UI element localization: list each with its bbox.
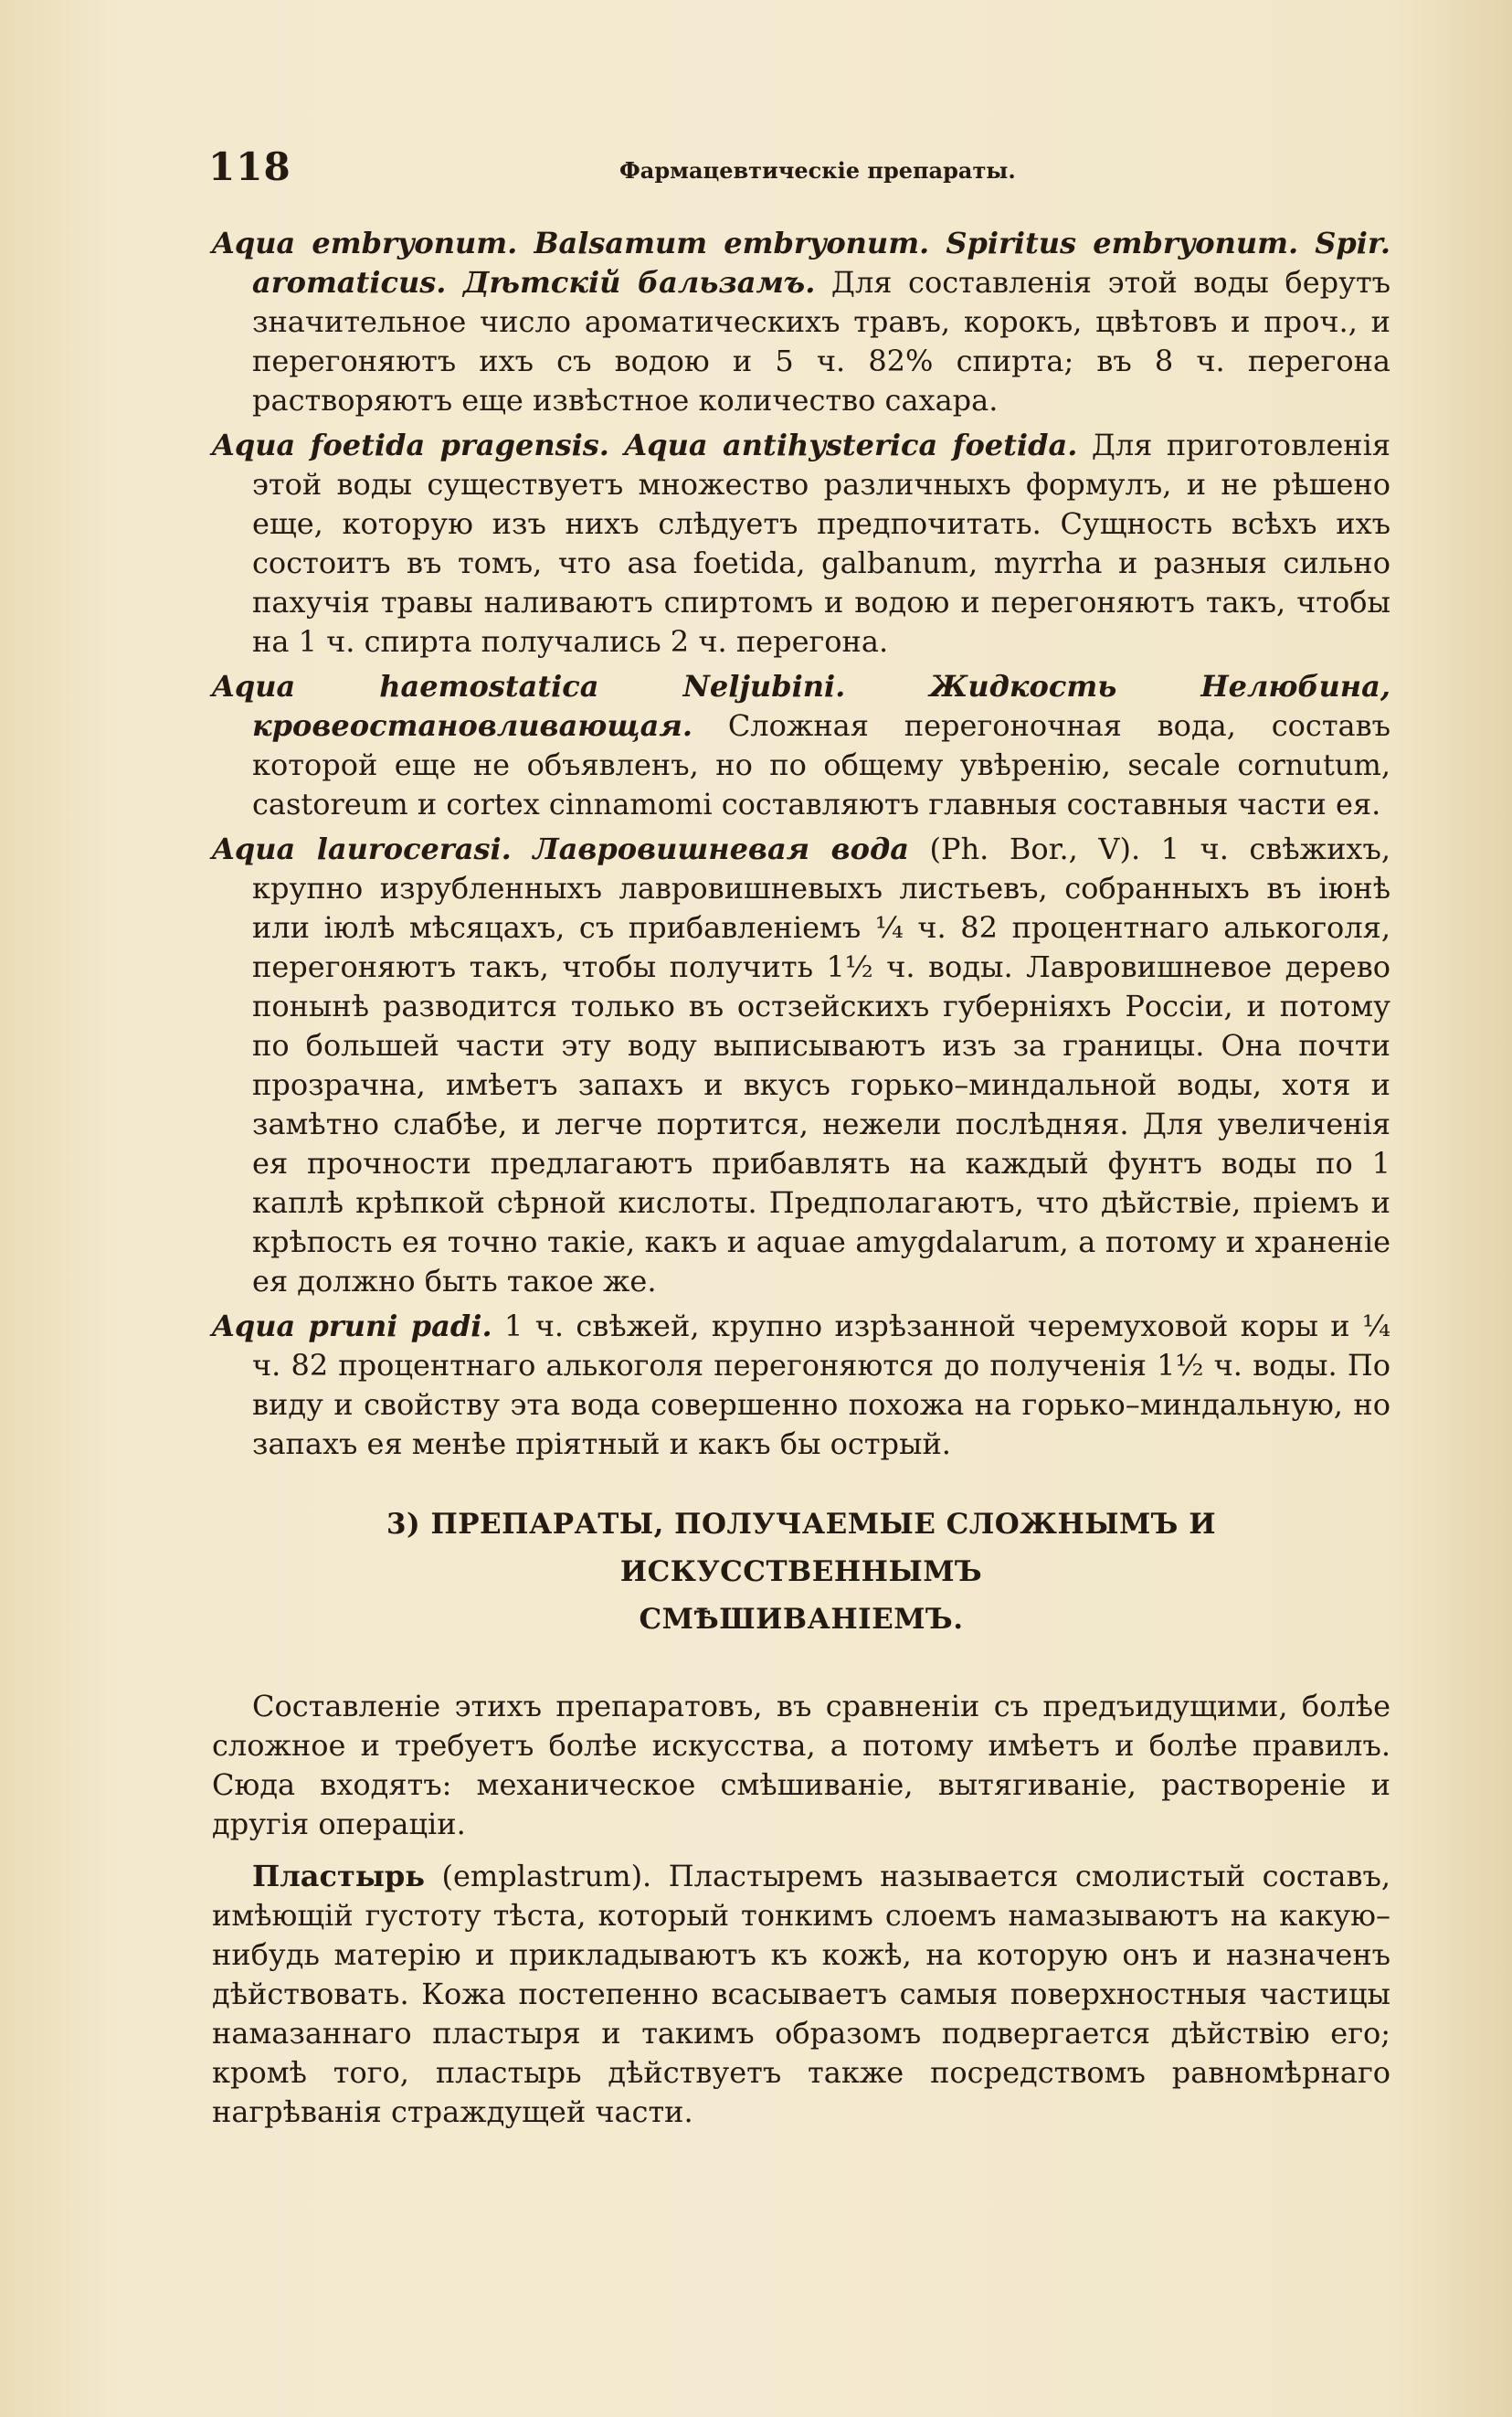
entry-aqua-pruni-padi (212, 1307, 1390, 1464)
entry-text: 1 ч. свѣжей, крупно изрѣзанной черемуховой коры и ¼ ч. 82 процентнаго алькоголя перегоняются до полученія 1½ ч. воды. По виду и свойству эта вода совершенно похожа на горько–миндальную, но запахъ ея менѣе пріятный и какъ бы острый. (252, 1309, 1391, 1461)
plaster-paragraph (212, 1857, 1390, 2132)
entry-text: Для приготовленія этой воды существуетъ множество различныхъ формулъ, и не рѣшено еще, которую изъ нихъ слѣдуетъ предпочитать. Сущность всѣхъ ихъ состоитъ въ томъ, что asa foetida, galbanum, myrrha и разныя сильно пахучія травы наливаютъ спиртомъ и водою и перегоняютъ такъ, чтобы на 1 ч. спирта получались 2 ч. перегона. (252, 428, 1390, 659)
entry-aqua-embryonum (212, 224, 1390, 420)
section-heading (212, 1500, 1390, 1643)
page-number: 118 (208, 144, 291, 189)
entry-aqua-laurocerasi (212, 830, 1390, 1301)
entry-aqua-haemostatica (212, 667, 1390, 824)
section-heading-line: 3) ПРЕПАРАТЫ, ПОЛУЧАЕМЫЕ СЛОЖНЫМЪ И ИСКУССТВЕННЫМЪ (386, 1508, 1217, 1588)
page-header (208, 144, 1369, 199)
entry-term: Aqua laurocerasi. Лавровишневая вода (212, 832, 910, 866)
entry-text: Сложная перегоночная вода, составъ которой еще не объявленъ, но по общему увѣренію, secale cornutum, castoreum и cortex cinnamomi составляютъ главныя составныя части ея. (252, 708, 1390, 822)
entry-term: Aqua pruni padi. (212, 1309, 492, 1343)
entry-text: Для составленія этой воды берутъ значительное число ароматическихъ травъ, корокъ, цвѣтовъ и проч., и перегоняютъ ихъ съ водою и 5 ч. 82% спирта; въ 8 ч. перегона растворяютъ еще извѣстное количество сахара. (252, 265, 1390, 418)
running-title: Фармацевтическіе препараты. (619, 157, 1016, 184)
section-intro: Составленіе этихъ препаратовъ, въ сравненіи съ предъидущими, болѣе сложное и требуетъ болѣе искусства, а потому имѣетъ и болѣе правилъ. Сюда входятъ: механическое смѣшиваніе, вытягиваніе, раствореніе и другія операціи. (212, 1689, 1390, 1841)
entry-term: Aqua foetida pragensis. Aqua antihysterica foetida. (212, 428, 1078, 462)
entry-term: Aqua embryonum. Balsamum embryonum. Spiritus embryonum. Spir. aromaticus. Дѣтскій бальзамъ. (212, 226, 1390, 300)
entry-aqua-foetida (212, 426, 1390, 662)
entry-term: Aqua haemostatica Neljubini. Жидкость Нелюбина, кровеостановливающая. (212, 669, 1390, 743)
plaster-lead: Пластырь (252, 1859, 425, 1893)
entry-text: (Ph. Bor., V). 1 ч. свѣжихъ, крупно изрубленныхъ лавровишневыхъ листьевъ, собранныхъ въ іюнѣ или іюлѣ мѣсяцахъ, съ прибавленіемъ ¼ ч. 82 процентнаго алькоголя, перегоняютъ такъ, чтобы получить 1½ ч. воды. Лавровишневое дерево понынѣ разводится только въ остзейскихъ губерніяхъ Россіи, и потому по большей части эту воду выписываютъ изъ за границы. Она почти прозрачна, имѣетъ запахъ и вкусъ горько–миндальной воды, хотя и замѣтно слабѣе, и легче портится, нежели послѣдняя. Для увеличенія ея прочности предлагаютъ прибавлять на каждый фунтъ воды по 1 каплѣ крѣпкой сѣрной кислоты. Предполагаютъ, что дѣйствіе, пріемъ и крѣпость ея точно такіе, какъ и aquae amygdalarum, а потому и храненіе ея должно быть такое же. (252, 832, 1391, 1299)
section-heading-line: СМѢШИВАНІЕМЪ. (639, 1603, 964, 1636)
page-body (212, 224, 1390, 2145)
plaster-text: (emplastrum). Пластыремъ называется смолистый составъ, имѣющій густоту тѣста, который тонкимъ слоемъ намазываютъ на какую–нибудь матерію и прикладываютъ къ кожѣ, на которую онъ и назначенъ дѣйствовать. Кожа постепенно всасываетъ самыя поверхностныя частицы намазаннаго пластыря и такимъ образомъ подвергается дѣйствію его; кромѣ того, пластырь дѣйствуетъ также посредствомъ равномѣрнаго нагрѣванія страждущей части. (212, 1859, 1390, 2129)
